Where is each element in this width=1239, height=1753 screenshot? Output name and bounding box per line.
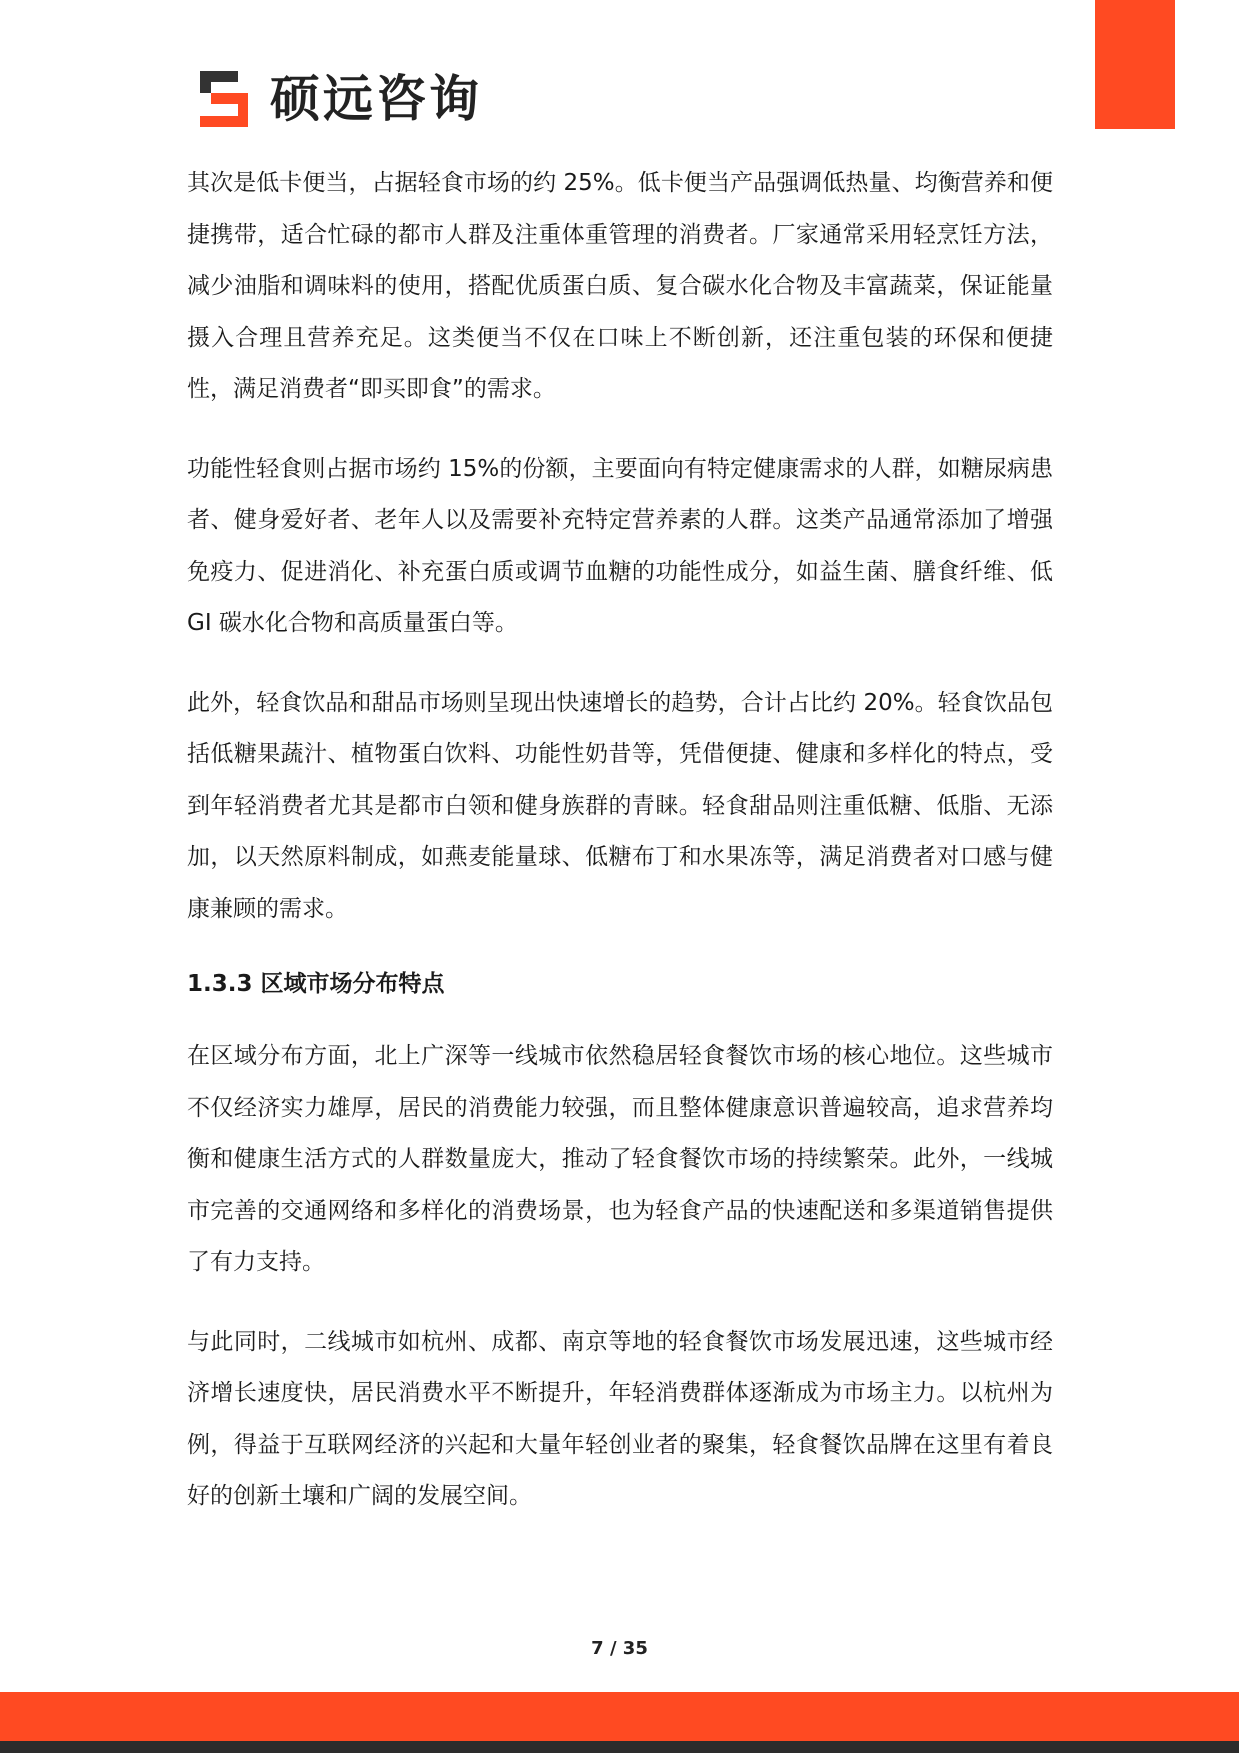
logo-text: 硕远咨询 — [270, 70, 482, 128]
document-body — [187, 158, 1053, 1551]
paragraph: 此外，轻食饮品和甜品市场则呈现出快速增长的趋势，合计占比约 20%。轻食饮品包括低糖果蔬汁、植物蛋白饮料、功能性奶昔等，凭借便捷、健康和多样化的特点，受到年轻消费者尤其是都市白领和健身族群的青睐。轻食甜品则注重低糖、低脂、无添加，以天然原料制成，如燕麦能量球、低糖布丁和水果冻等，满足消费者对口感与健康兼顾的需求。 — [187, 689, 1053, 922]
logo-mark-icon — [200, 71, 260, 127]
footer-dark-strip — [0, 1741, 1239, 1753]
section-heading: 1.3.3 区域市场分布特点 — [187, 971, 445, 997]
paragraph: 其次是低卡便当，占据轻食市场的约 25%。低卡便当产品强调低热量、均衡营养和便捷携带，适合忙碌的都市人群及注重体重管理的消费者。厂家通常采用轻烹饪方法，减少油脂和调味料的使用，搭配优质蛋白质、复合碳水化合物及丰富蔬菜，保证能量摄入合理且营养充足。这类便当不仅在口味上不断创新，还注重包装的环保和便捷性，满足消费者“即买即食”的需求。 — [187, 170, 1053, 402]
paragraph: 在区域分布方面，北上广深等一线城市依然稳居轻食餐饮市场的核心地位。这些城市不仅经济实力雄厚，居民的消费能力较强，而且整体健康意识普遍较高，追求营养均衡和健康生活方式的人群数量庞大，推动了轻食餐饮市场的持续繁荣。此外，一线城市完善的交通网络和多样化的消费场景，也为轻食产品的快速配送和多渠道销售提供了有力支持。 — [187, 1043, 1053, 1275]
footer-accent-bar — [0, 1692, 1239, 1741]
paragraph: 与此同时，二线城市如杭州、成都、南京等地的轻食餐饮市场发展迅速，这些城市经济增长速度快，居民消费水平不断提升，年轻消费群体逐渐成为市场主力。以杭州为例，得益于互联网经济的兴起和大量年轻创业者的聚集，轻食餐饮品牌在这里有着良好的创新土壤和广阔的发展空间。 — [187, 1328, 1053, 1509]
page-number: 7 / 35 — [591, 1638, 648, 1659]
corner-accent-block — [1095, 0, 1175, 129]
paragraph: 功能性轻食则占据市场约 15%的份额，主要面向有特定健康需求的人群，如糖尿病患者、健身爱好者、老年人以及需要补充特定营养素的人群。这类产品通常添加了增强免疫力、促进消化、补充蛋白质或调节血糖的功能性成分，如益生菌、膳食纤维、低 GI 碳水化合物和高质量蛋白等。 — [187, 455, 1053, 636]
brand-logo — [200, 68, 482, 130]
